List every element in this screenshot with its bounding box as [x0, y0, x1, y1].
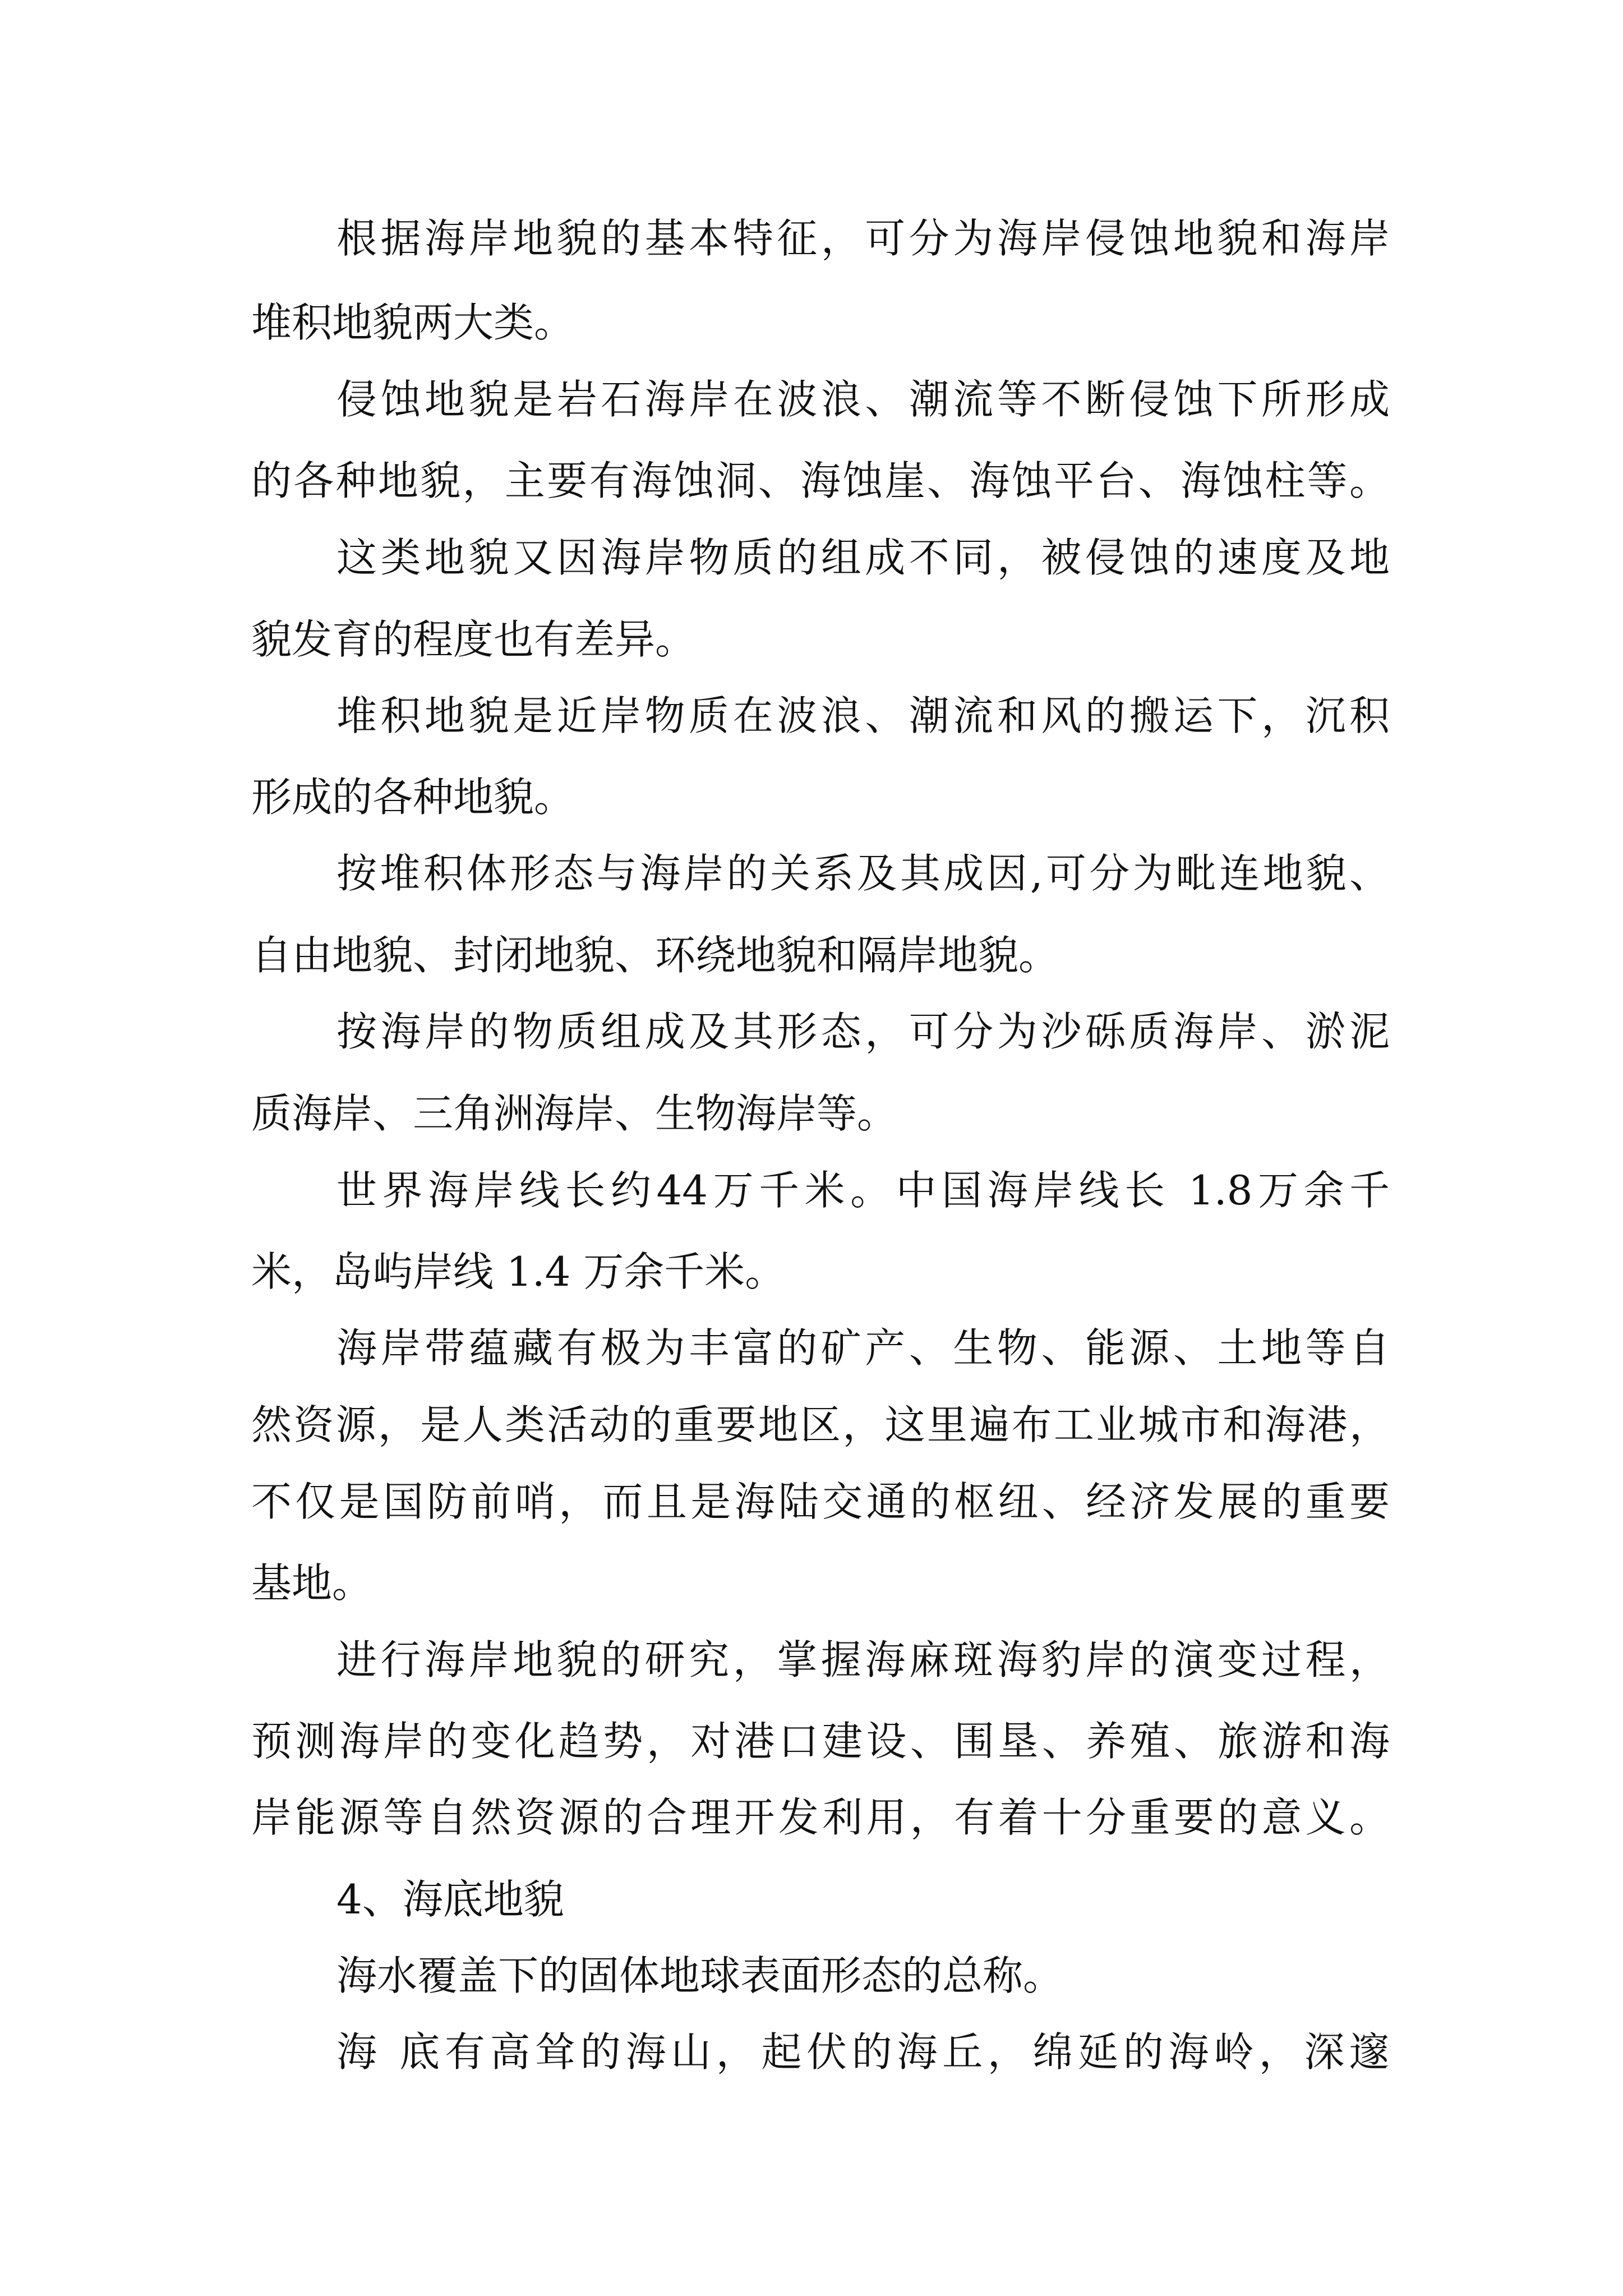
- paragraph-6-line-2: 质海岸、三角洲海岸、生物海岸等。: [251, 1090, 898, 1137]
- paragraph-8-line-3: 不仅是国防前哨，而且是海陆交通的枢纽、经济发展的重要: [251, 1478, 1390, 1525]
- paragraph-5-line-2: 自由地貌、封闭地貌、环绕地貌和隔岸地貌。: [251, 932, 1059, 979]
- section-heading: 4、海底地貌: [336, 1876, 564, 1923]
- paragraph-8-line-1: 海岸带蕴藏有极为丰富的矿产、生物、能源、土地等自: [336, 1324, 1390, 1372]
- paragraph-1-line-2: 堆积地貌两大类。: [251, 299, 575, 346]
- paragraph-6-line-1: 按海岸的物质组成及其形态，可分为沙砾质海岸、淤泥: [336, 1008, 1390, 1055]
- paragraph-4-line-2: 形成的各种地貌。: [251, 774, 575, 821]
- paragraph-4-line-1: 堆积地貌是近岸物质在波浪、潮流和风的搬运下，沉积: [336, 692, 1390, 739]
- paragraph-3-line-2: 貌发育的程度也有差异。: [251, 616, 696, 663]
- paragraph-11-line-1: 海 底有高耸的海山，起伏的海丘，绵延的海岭，深邃: [336, 2028, 1390, 2076]
- paragraph-2-line-1: 侵蚀地貌是岩石海岸在波浪、潮流等不断侵蚀下所形成: [336, 376, 1390, 423]
- paragraph-7-line-2: 米，岛屿岸线 1.4 万余千米。: [251, 1248, 786, 1295]
- paragraph-2-line-2: 的各种地貌，主要有海蚀洞、海蚀崖、海蚀平台、海蚀柱等。: [251, 457, 1390, 504]
- paragraph-9-line-3: 岸能源等自然资源的合理开发利用，有着十分重要的意义。: [251, 1794, 1390, 1841]
- paragraph-9-line-1: 进行海岸地貌的研究，掌握海麻斑海豹岸的演变过程，: [336, 1636, 1390, 1683]
- paragraph-8-line-2: 然资源，是人类活动的重要地区，这里遍布工业城市和海港，: [251, 1401, 1390, 1448]
- paragraph-10-line-1: 海水覆盖下的固体地球表面形态的总称。: [336, 1952, 1064, 1999]
- paragraph-7-line-1: 世界海岸线长约44万千米。中国海岸线长 1.8万余千: [336, 1167, 1390, 1214]
- paragraph-9-line-2: 预测海岸的变化趋势，对港口建设、围垦、养殖、旅游和海: [251, 1718, 1390, 1765]
- paragraph-1-line-1: 根据海岸地貌的基本特征，可分为海岸侵蚀地貌和海岸: [336, 215, 1390, 262]
- paragraph-8-line-4: 基地。: [251, 1559, 373, 1607]
- paragraph-5-line-1: 按堆积体形态与海岸的关系及其成因,可分为毗连地貌、: [336, 850, 1390, 897]
- paragraph-3-line-1: 这类地貌又因海岸物质的组成不同，被侵蚀的速度及地: [336, 534, 1390, 581]
